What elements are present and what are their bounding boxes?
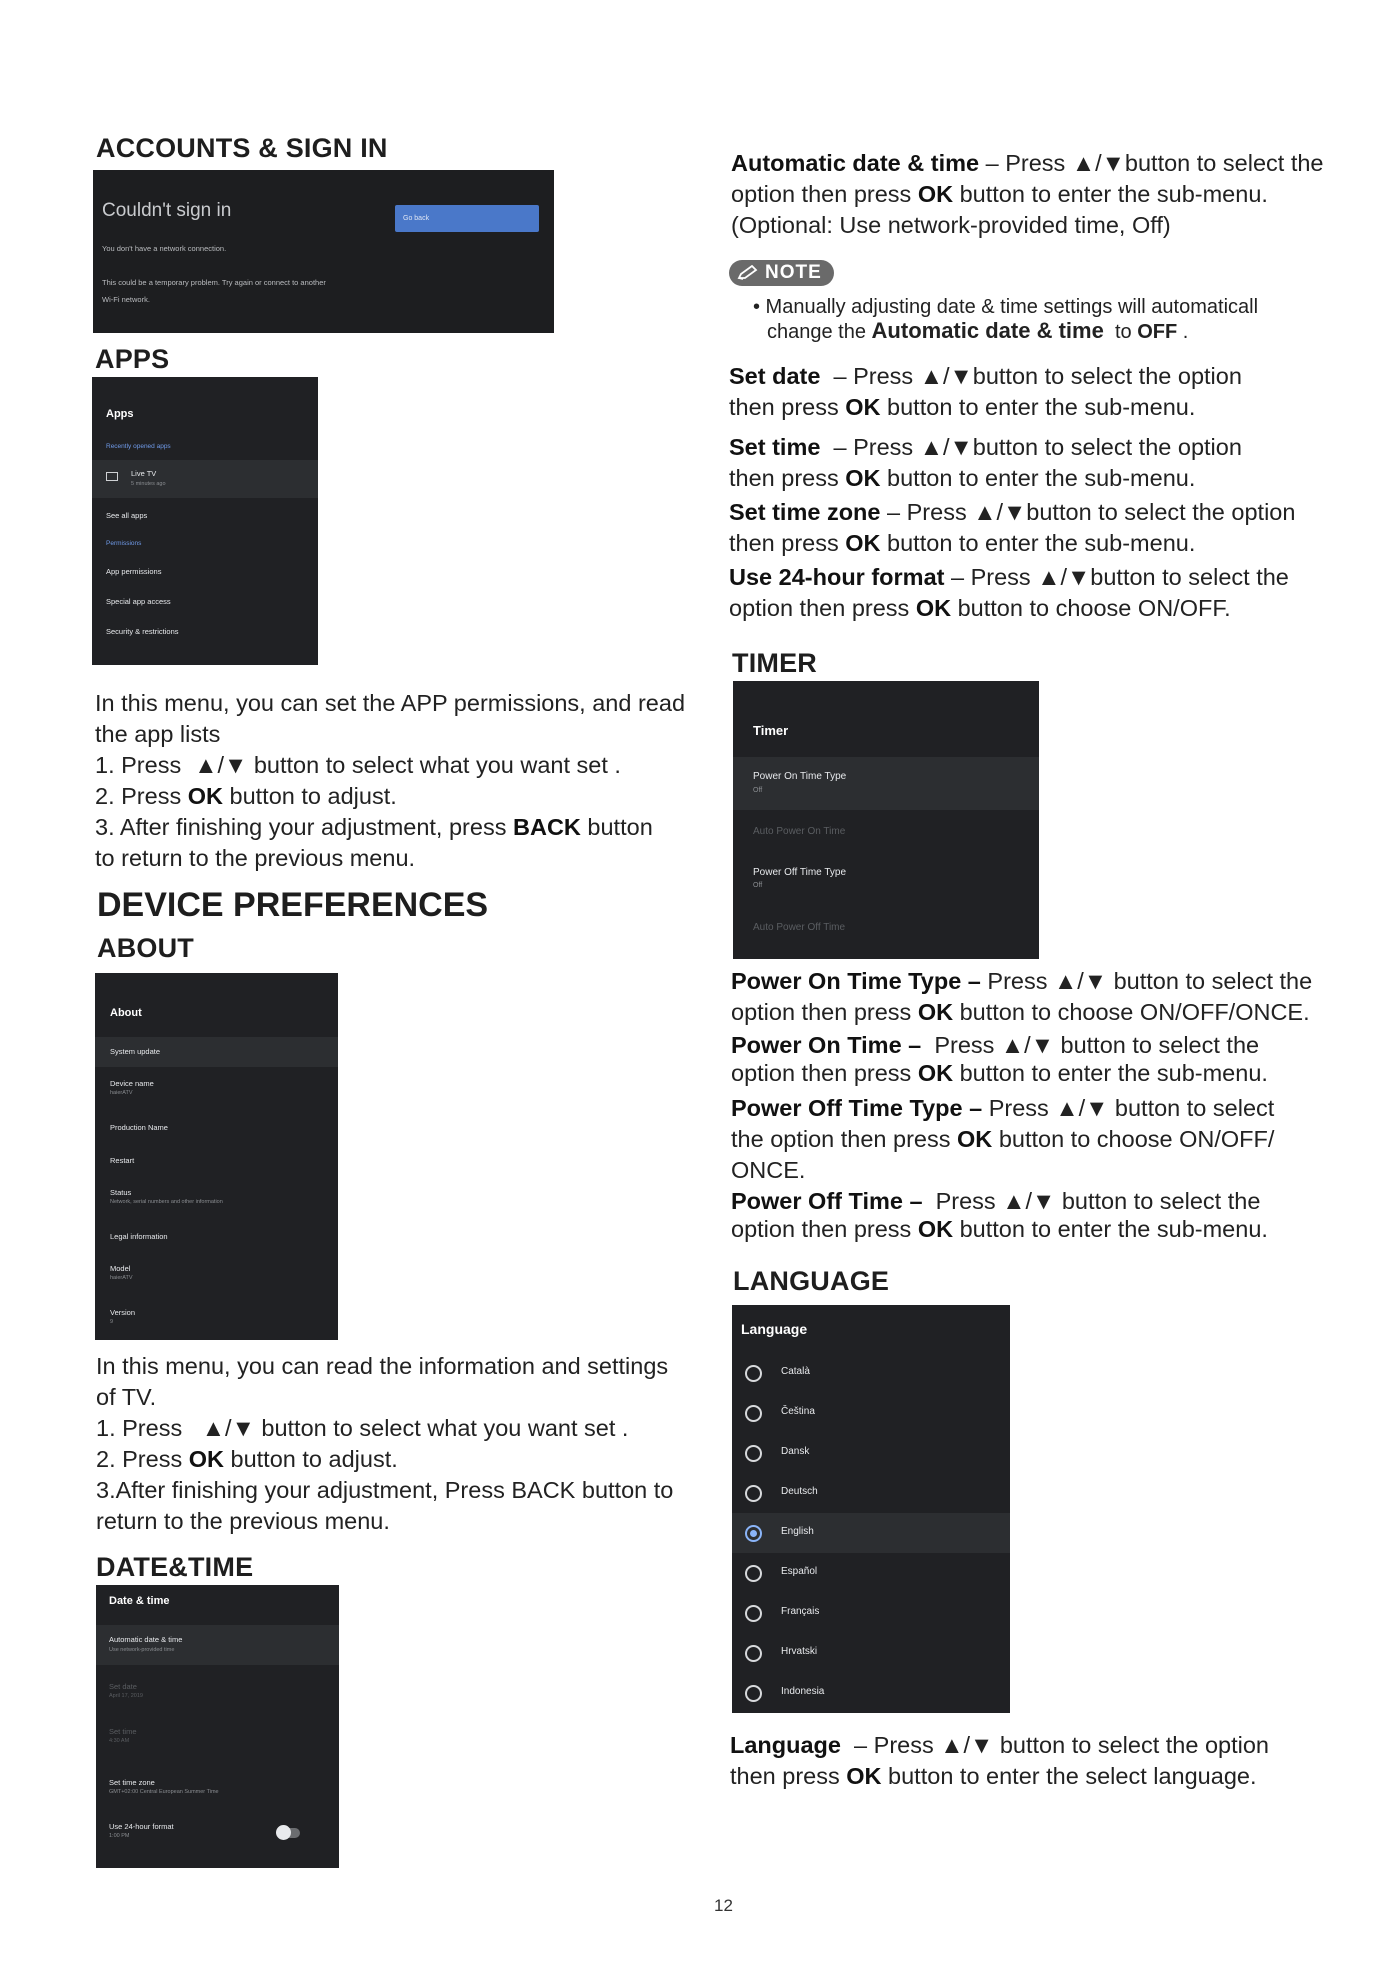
apps-screenshot	[92, 377, 318, 665]
language-description	[730, 1730, 1350, 1792]
apps-heading: APPS	[95, 344, 170, 374]
radio-unselected-icon	[745, 1445, 762, 1462]
auto-datetime-value: Use network-provided time	[109, 1647, 175, 1653]
use-24h-line2: option then press OK button to choose ON/OFF.	[729, 595, 1231, 621]
power-on-type-line1: Power On Time Type – Press ▲/▼ button to select the	[731, 968, 1313, 994]
language-option[interactable]	[732, 1633, 1010, 1673]
language-line1: Language – Press ▲/▼ button to select the option	[730, 1732, 1269, 1758]
language-line2: then press OK button to enter the select language.	[730, 1763, 1257, 1789]
live-tv-label: Live TV	[131, 469, 157, 478]
set-time-line2: then press OK button to enter the sub-menu.	[729, 465, 1196, 491]
power-off-line1: Power Off Time – Press ▲/▼ button to select the	[731, 1188, 1261, 1214]
radio-unselected-icon	[745, 1645, 762, 1662]
apps-step3: 3. After finishing your adjustment, press BACK button	[95, 814, 653, 840]
use-24h-toggle[interactable]	[278, 1828, 300, 1838]
system-update-label: System update	[110, 1047, 161, 1056]
radio-unselected-icon	[745, 1405, 762, 1422]
set-timezone-line2: then press OK button to enter the sub-menu.	[729, 530, 1196, 556]
go-back-button[interactable]: Go back	[395, 205, 539, 232]
app-permissions-item[interactable]: App permissions	[106, 567, 162, 576]
set-time-description	[729, 432, 1349, 494]
power-off-type-item[interactable]: Power Off Time Type Off	[753, 867, 847, 889]
special-app-access-item[interactable]: Special app access	[106, 597, 171, 606]
system-update-row[interactable]	[95, 1037, 338, 1067]
language-title: Language	[741, 1321, 808, 1337]
about-step3: 3.After finishing your adjustment, Press BACK button to	[96, 1477, 674, 1503]
radio-unselected-icon	[745, 1485, 762, 1502]
radio-selected-icon	[745, 1525, 762, 1542]
language-option[interactable]	[732, 1673, 1010, 1713]
power-on-type-label: Power On Time Type	[753, 771, 847, 782]
pencil-icon	[737, 265, 759, 281]
apps-description	[95, 688, 705, 874]
power-on-line2: option then press OK button to enter the sub-menu.	[731, 1060, 1268, 1086]
set-date-line1: Set date – Press ▲/▼button to select the option	[729, 363, 1242, 389]
language-option-label: Français	[781, 1606, 820, 1617]
language-option[interactable]	[732, 1593, 1010, 1633]
language-option[interactable]	[732, 1473, 1010, 1513]
note-line2: change the Automatic date & time to OFF .	[767, 318, 1189, 343]
use-24h-description	[729, 562, 1349, 624]
signin-line1: You don't have a network connection.	[102, 244, 227, 253]
power-off-type-line2: the option then press OK button to choose ON/OFF/	[731, 1126, 1275, 1152]
language-option-label: English	[781, 1526, 814, 1537]
timer-heading: TIMER	[732, 648, 817, 678]
language-screenshot	[732, 1305, 1010, 1713]
timer-screenshot	[733, 681, 1039, 959]
apps-step1: 1. Press ▲/▼ button to select what you want set .	[95, 752, 621, 778]
about-screenshot	[95, 973, 338, 1340]
set-date-line2: then press OK button to enter the sub-menu.	[729, 394, 1196, 420]
set-date-description	[729, 361, 1349, 423]
language-heading: LANGUAGE	[733, 1266, 890, 1296]
auto-datetime-line2: option then press OK button to enter the sub-menu.	[731, 181, 1268, 207]
language-option[interactable]	[732, 1393, 1010, 1433]
auto-power-off-item[interactable]: Auto Power Off Time	[753, 922, 846, 933]
version-item[interactable]: Version 9	[110, 1308, 136, 1325]
auto-datetime-description	[731, 148, 1351, 241]
power-on-description	[731, 1031, 1351, 1087]
see-all-apps[interactable]: See all apps	[106, 511, 148, 520]
language-option-label: Hrvatski	[781, 1646, 818, 1657]
timer-title: Timer	[753, 723, 789, 738]
security-restrictions-item[interactable]: Security & restrictions	[106, 627, 179, 636]
language-option[interactable]	[732, 1433, 1010, 1473]
power-on-type-line2: option then press OK button to choose ON/OFF/ONCE.	[731, 999, 1310, 1025]
set-timezone-line1: Set time zone – Press ▲/▼button to select the option	[729, 499, 1296, 525]
note-label: NOTE	[765, 262, 822, 283]
language-option-label: Dansk	[781, 1446, 810, 1457]
note-line1: • Manually adjusting date & time settings will automaticall	[753, 296, 1259, 318]
about-step3-cont: return to the previous menu.	[96, 1508, 390, 1534]
apps-step2: 2. Press OK button to adjust.	[95, 783, 397, 809]
language-option[interactable]	[732, 1553, 1010, 1593]
accounts-heading: ACCOUNTS & SIGN IN	[96, 133, 388, 163]
signin-line2: This could be a temporary problem. Try again or connect to another	[102, 278, 326, 287]
status-item[interactable]: Status Network, serial numbers and other information	[110, 1188, 223, 1205]
about-description	[96, 1351, 716, 1537]
set-timezone-item[interactable]: Set time zone GMT+02:00 Central European Summer Time	[109, 1778, 219, 1795]
datetime-heading: DATE&TIME	[96, 1552, 254, 1582]
radio-unselected-icon	[745, 1565, 762, 1582]
set-date-item[interactable]: Set date April 17, 2019	[109, 1682, 143, 1699]
power-off-description	[731, 1187, 1351, 1243]
apps-desc-line1: In this menu, you can set the APP permissions, and read	[95, 690, 686, 716]
auto-power-on-item[interactable]: Auto Power On Time	[753, 826, 846, 837]
language-option-label: Čeština	[781, 1406, 815, 1417]
production-name-item[interactable]: Production Name	[110, 1123, 168, 1132]
radio-unselected-icon	[745, 1685, 762, 1702]
about-step1: 1. Press ▲/▼ button to select what you want set .	[96, 1415, 629, 1441]
model-item[interactable]: Model haierATV	[110, 1264, 133, 1281]
note-text	[753, 295, 1258, 344]
signin-title: Couldn't sign in	[102, 200, 232, 221]
set-time-item[interactable]: Set time 4:30 AM	[109, 1727, 137, 1744]
about-heading: ABOUT	[97, 933, 194, 963]
use-24h-line1: Use 24-hour format – Press ▲/▼button to select the	[729, 564, 1289, 590]
restart-item[interactable]: Restart	[110, 1156, 135, 1165]
power-on-type-description	[731, 966, 1351, 1028]
language-option-label: Indonesia	[781, 1686, 825, 1697]
auto-datetime-row[interactable]	[96, 1625, 339, 1665]
page-number: 12	[714, 1896, 733, 1915]
language-option[interactable]	[732, 1513, 1010, 1553]
legal-info-item[interactable]: Legal information	[110, 1232, 168, 1241]
language-option-label: Català	[781, 1366, 810, 1377]
radio-unselected-icon	[745, 1365, 762, 1382]
language-option[interactable]	[732, 1353, 1010, 1393]
about-desc-line2: of TV.	[96, 1384, 157, 1410]
auto-datetime-line3: (Optional: Use network-provided time, Off)	[731, 212, 1171, 238]
language-option-label: Deutsch	[781, 1486, 818, 1497]
about-step2: 2. Press OK button to adjust.	[96, 1446, 398, 1472]
tv-icon	[106, 472, 118, 481]
auto-datetime-label: Automatic date & time	[109, 1635, 183, 1644]
accounts-screenshot	[93, 170, 554, 333]
datetime-title: Date & time	[109, 1595, 170, 1607]
about-title: About	[110, 1007, 142, 1019]
apps-step3-cont: to return to the previous menu.	[95, 845, 416, 871]
datetime-screenshot	[96, 1585, 339, 1868]
set-timezone-description	[729, 497, 1349, 559]
power-on-type-value: Off	[753, 787, 763, 794]
power-on-type-row[interactable]	[733, 757, 1039, 810]
set-time-line1: Set time – Press ▲/▼button to select the option	[729, 434, 1242, 460]
live-tv-row[interactable]	[92, 460, 318, 498]
apps-title: Apps	[106, 408, 134, 420]
power-off-type-line1: Power Off Time Type – Press ▲/▼ button to select	[731, 1095, 1275, 1121]
power-off-line2: option then press OK button to enter the sub-menu.	[731, 1216, 1268, 1242]
language-option-label: Español	[781, 1566, 818, 1577]
auto-datetime-line1: Automatic date & time – Press ▲/▼button to select the	[731, 150, 1324, 176]
about-desc-line1: In this menu, you can read the information and settings	[96, 1353, 669, 1379]
power-off-type-description	[731, 1093, 1351, 1186]
device-name-item[interactable]: Device name haierATV	[110, 1079, 154, 1096]
signin-line3: Wi-Fi network.	[102, 295, 150, 304]
note-badge	[729, 260, 834, 286]
radio-unselected-icon	[745, 1605, 762, 1622]
power-off-type-line3: ONCE.	[731, 1157, 806, 1183]
apps-desc-line2: the app lists	[95, 721, 221, 747]
power-on-line1: Power On Time – Press ▲/▼ button to select the	[731, 1032, 1260, 1058]
use-24h-item[interactable]: Use 24-hour format 1:00 PM	[109, 1822, 174, 1839]
permissions-label: Permissions	[106, 540, 142, 547]
recent-apps-label: Recently opened apps	[106, 443, 171, 450]
live-tv-sub: 5 minutes ago	[131, 481, 166, 487]
device-preferences-heading: DEVICE PREFERENCES	[97, 886, 489, 924]
